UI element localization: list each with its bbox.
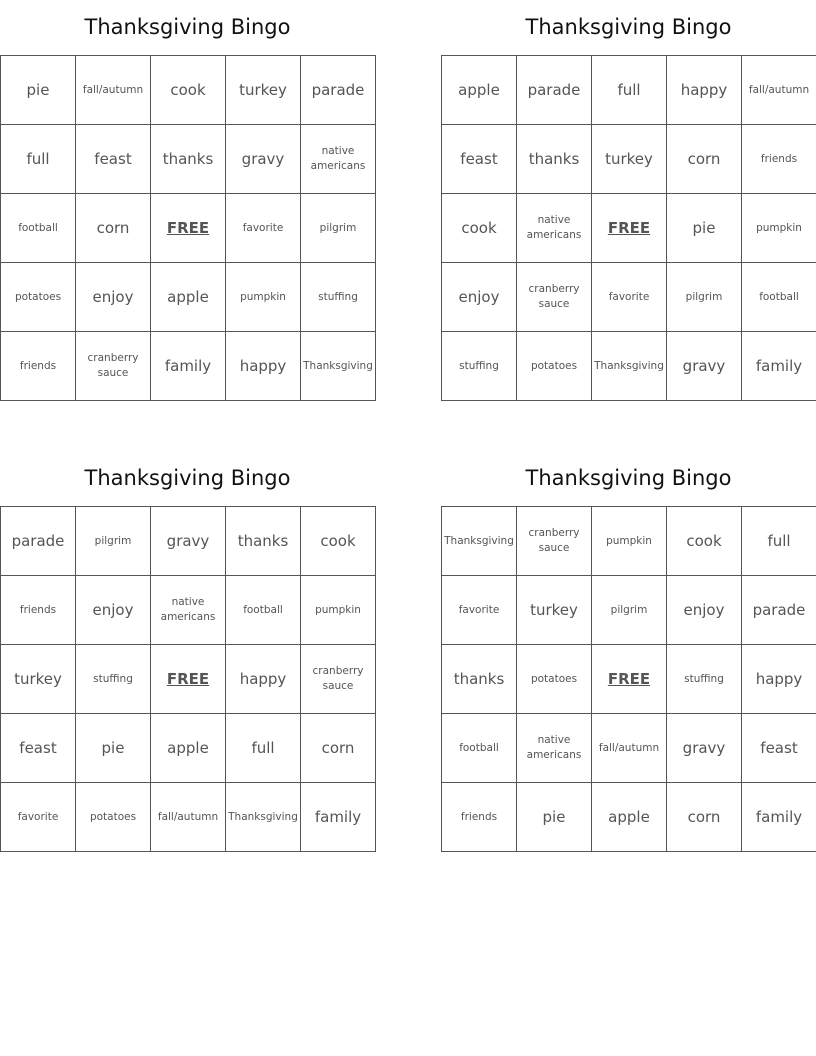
bingo-cell: pumpkin <box>301 576 376 645</box>
bingo-cell: pumpkin <box>592 507 667 576</box>
grid-row <box>442 125 816 194</box>
bingo-cell: feast <box>442 125 517 194</box>
bingo-cell: apple <box>592 783 667 852</box>
bingo-cell: corn <box>76 194 151 263</box>
bingo-cell: pilgrim <box>667 263 742 332</box>
bingo-cell: happy <box>667 56 742 125</box>
bingo-cell: friends <box>1 332 76 401</box>
bingo-cell: enjoy <box>76 576 151 645</box>
card-title: Thanksgiving Bingo <box>525 466 732 490</box>
bingo-grid <box>0 506 376 852</box>
bingo-cell: Thanksgiving <box>592 332 667 401</box>
bingo-cell: friends <box>442 783 517 852</box>
bingo-cell: fall/autumn <box>151 783 226 852</box>
grid-row <box>442 576 816 645</box>
bingo-card-4 <box>441 451 816 852</box>
bingo-cell: native americans <box>517 194 592 263</box>
bingo-cell: fall/autumn <box>76 56 151 125</box>
bingo-cell: thanks <box>151 125 226 194</box>
bingo-cell: stuffing <box>667 645 742 714</box>
bingo-cell: fall/autumn <box>592 714 667 783</box>
bingo-cell: native americans <box>301 125 376 194</box>
bingo-cell: parade <box>742 576 816 645</box>
grid-row <box>442 263 816 332</box>
bingo-card-1 <box>0 0 375 401</box>
bingo-cell: gravy <box>151 507 226 576</box>
bingo-cell: thanks <box>517 125 592 194</box>
free-space: FREE <box>151 645 226 714</box>
bingo-cell: cook <box>151 56 226 125</box>
bingo-cell: full <box>742 507 816 576</box>
bingo-cell: parade <box>1 507 76 576</box>
grid-row <box>1 645 376 714</box>
bingo-cell: happy <box>226 645 301 714</box>
free-space: FREE <box>592 194 667 263</box>
free-space: FREE <box>592 645 667 714</box>
bingo-cell: corn <box>301 714 376 783</box>
bingo-cell: turkey <box>226 56 301 125</box>
bingo-cell: apple <box>151 714 226 783</box>
bingo-cell: friends <box>1 576 76 645</box>
bingo-cell: cranberry sauce <box>517 507 592 576</box>
bingo-cell: pie <box>517 783 592 852</box>
bingo-card-3 <box>0 451 375 852</box>
grid-row <box>1 263 376 332</box>
bingo-cell: fall/autumn <box>742 56 816 125</box>
bingo-cell: pilgrim <box>301 194 376 263</box>
bingo-cell: pumpkin <box>226 263 301 332</box>
grid-row <box>1 56 376 125</box>
bingo-cell: cook <box>442 194 517 263</box>
grid-row <box>442 56 816 125</box>
bingo-cell: apple <box>151 263 226 332</box>
bingo-cell: potatoes <box>76 783 151 852</box>
bingo-cell: corn <box>667 783 742 852</box>
bingo-cell: native americans <box>517 714 592 783</box>
bingo-cell: football <box>1 194 76 263</box>
bingo-cell: stuffing <box>76 645 151 714</box>
bingo-cell: Thanksgiving <box>442 507 517 576</box>
grid-row <box>442 332 816 401</box>
bingo-grid <box>0 55 376 401</box>
bingo-cell: stuffing <box>301 263 376 332</box>
bingo-cell: football <box>742 263 816 332</box>
bingo-cell: stuffing <box>442 332 517 401</box>
bingo-cell: full <box>592 56 667 125</box>
bingo-cell: football <box>226 576 301 645</box>
grid-row <box>1 783 376 852</box>
bingo-cell: Thanksgiving <box>226 783 301 852</box>
bingo-cell: pumpkin <box>742 194 816 263</box>
bingo-cell: feast <box>742 714 816 783</box>
bingo-cell: potatoes <box>1 263 76 332</box>
grid-row <box>442 645 816 714</box>
grid-row <box>442 783 816 852</box>
bingo-cell: thanks <box>442 645 517 714</box>
bingo-cell: turkey <box>1 645 76 714</box>
bingo-cell: happy <box>226 332 301 401</box>
bingo-cell: feast <box>76 125 151 194</box>
bingo-cell: pilgrim <box>76 507 151 576</box>
grid-row <box>1 714 376 783</box>
bingo-cell: cranberry sauce <box>301 645 376 714</box>
bingo-cell: pilgrim <box>592 576 667 645</box>
bingo-cell: gravy <box>226 125 301 194</box>
bingo-cell: apple <box>442 56 517 125</box>
bingo-cell: cook <box>301 507 376 576</box>
bingo-card-2 <box>441 0 816 401</box>
bingo-cell: full <box>226 714 301 783</box>
bingo-cell: favorite <box>1 783 76 852</box>
bingo-cell: family <box>151 332 226 401</box>
bingo-cell: enjoy <box>442 263 517 332</box>
bingo-cell: native americans <box>151 576 226 645</box>
bingo-cell: football <box>442 714 517 783</box>
grid-row <box>1 332 376 401</box>
bingo-cell: potatoes <box>517 645 592 714</box>
bingo-cell: full <box>1 125 76 194</box>
card-title: Thanksgiving Bingo <box>84 15 291 39</box>
bingo-cell: gravy <box>667 714 742 783</box>
bingo-cell: enjoy <box>667 576 742 645</box>
bingo-cell: family <box>742 332 816 401</box>
bingo-cell: cranberry sauce <box>517 263 592 332</box>
bingo-grid <box>441 506 816 852</box>
bingo-cell: Thanksgiving <box>301 332 376 401</box>
bingo-cell: parade <box>517 56 592 125</box>
bingo-cell: friends <box>742 125 816 194</box>
grid-row <box>1 194 376 263</box>
free-space: FREE <box>151 194 226 263</box>
bingo-cell: turkey <box>592 125 667 194</box>
bingo-cell: feast <box>1 714 76 783</box>
bingo-cell: family <box>742 783 816 852</box>
bingo-cell: pie <box>76 714 151 783</box>
bingo-cell: cook <box>667 507 742 576</box>
bingo-cell: potatoes <box>517 332 592 401</box>
bingo-cell: enjoy <box>76 263 151 332</box>
card-title: Thanksgiving Bingo <box>84 466 291 490</box>
bingo-cell: corn <box>667 125 742 194</box>
grid-row <box>1 125 376 194</box>
bingo-cell: favorite <box>226 194 301 263</box>
bingo-cell: pie <box>667 194 742 263</box>
grid-row <box>1 507 376 576</box>
bingo-cell: parade <box>301 56 376 125</box>
bingo-cell: favorite <box>442 576 517 645</box>
bingo-cell: cranberry sauce <box>76 332 151 401</box>
card-title: Thanksgiving Bingo <box>525 15 732 39</box>
grid-row <box>1 576 376 645</box>
bingo-cell: thanks <box>226 507 301 576</box>
bingo-cell: gravy <box>667 332 742 401</box>
bingo-grid <box>441 55 816 401</box>
grid-row <box>442 714 816 783</box>
bingo-cell: family <box>301 783 376 852</box>
bingo-cell: pie <box>1 56 76 125</box>
grid-row <box>442 194 816 263</box>
bingo-cell: turkey <box>517 576 592 645</box>
bingo-cell: favorite <box>592 263 667 332</box>
bingo-cell: happy <box>742 645 816 714</box>
grid-row <box>442 507 816 576</box>
